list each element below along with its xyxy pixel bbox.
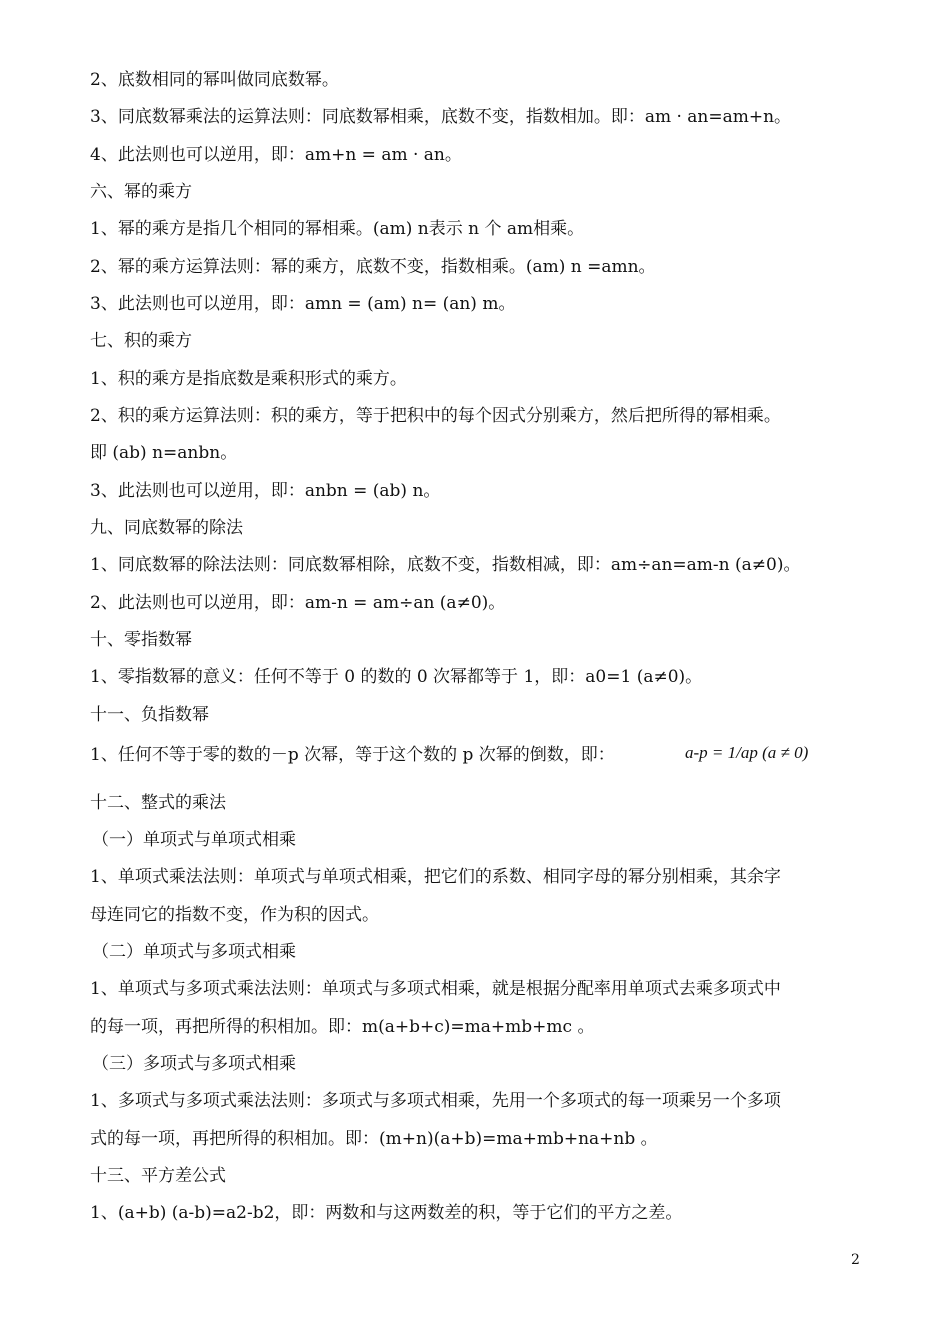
page-number: 2 xyxy=(851,1252,860,1268)
text-line: 2、此法则也可以逆用，即：am-n = am÷an (a≠0)。 xyxy=(90,593,506,613)
text-line: 的每一项，再把所得的积相加。即：m(a+b+c)=ma+mb+mc 。 xyxy=(90,1017,595,1037)
text-line: 4、此法则也可以逆用，即：am+n = am · an。 xyxy=(90,145,462,165)
text-line: 3、此法则也可以逆用，即：anbn = (ab) n。 xyxy=(90,481,441,501)
section-heading: 九、同底数幂的除法 xyxy=(90,518,243,538)
section-heading: 十二、整式的乘法 xyxy=(90,793,226,813)
text-line: 1、零指数幂的意义：任何不等于 0 的数的 0 次幂都等于 1，即：a0=1 (a≠0)。 xyxy=(90,667,703,687)
text-line: 1、单项式乘法法则：单项式与单项式相乘，把它们的系数、相同字母的幂分别相乘，其余字 xyxy=(90,867,781,887)
subsection-heading: （一）单项式与单项式相乘 xyxy=(92,830,296,850)
section-heading: 七、积的乘方 xyxy=(90,331,192,351)
text-line: 1、单项式与多项式乘法法则：单项式与多项式相乘，就是根据分配率用单项式去乘多项式中 xyxy=(90,979,781,999)
text-line: 式的每一项，再把所得的积相加。即：(m+n)(a+b)=ma+mb+na+nb 。 xyxy=(90,1129,658,1149)
text-line: 1、(a+b) (a-b)=a2-b2，即：两数和与这两数差的积，等于它们的平方之差。 xyxy=(90,1203,683,1223)
section-heading: 十三、平方差公式 xyxy=(90,1166,226,1186)
text-line: 2、幂的乘方运算法则：幂的乘方，底数不变，指数相乘。(am) n =amn。 xyxy=(90,257,656,277)
text-line: 2、底数相同的幂叫做同底数幂。 xyxy=(90,70,339,90)
text-line: 3、同底数幂乘法的运算法则：同底数幂相乘，底数不变，指数相加。即：am · an=am+n。 xyxy=(90,107,792,127)
subsection-heading: （三）多项式与多项式相乘 xyxy=(92,1054,296,1074)
subsection-heading: （二）单项式与多项式相乘 xyxy=(92,942,296,962)
negative-exponent-formula: a-p = 1/ap (a ≠ 0) xyxy=(685,743,809,762)
text-line: 母连同它的指数不变，作为积的因式。 xyxy=(90,905,379,925)
section-heading: 十一、负指数幂 xyxy=(90,705,209,725)
text-line: 即 (ab) n=anbn。 xyxy=(90,443,238,463)
section-heading: 十、零指数幂 xyxy=(90,630,192,650)
text-line: 1、多项式与多项式乘法法则：多项式与多项式相乘，先用一个多项式的每一项乘另一个多项 xyxy=(90,1091,781,1111)
text-line: 1、积的乘方是指底数是乘积形式的乘方。 xyxy=(90,369,407,389)
section-heading: 六、幂的乘方 xyxy=(90,182,192,202)
text-line: 3、此法则也可以逆用，即：amn = (am) n= (an) m。 xyxy=(90,294,516,314)
text-line: 1、同底数幂的除法法则：同底数幂相除，底数不变，指数相减，即：am÷an=am-n (a≠0)。 xyxy=(90,555,801,575)
text-line: 1、幂的乘方是指几个相同的幂相乘。(am) n表示 n 个 am相乘。 xyxy=(90,219,585,239)
text-line: 1、任何不等于零的数的－p 次幂，等于这个数的 p 次幂的倒数，即： xyxy=(90,745,615,765)
text-line: 2、积的乘方运算法则：积的乘方，等于把积中的每个因式分别乘方，然后把所得的幂相乘。 xyxy=(90,406,781,426)
